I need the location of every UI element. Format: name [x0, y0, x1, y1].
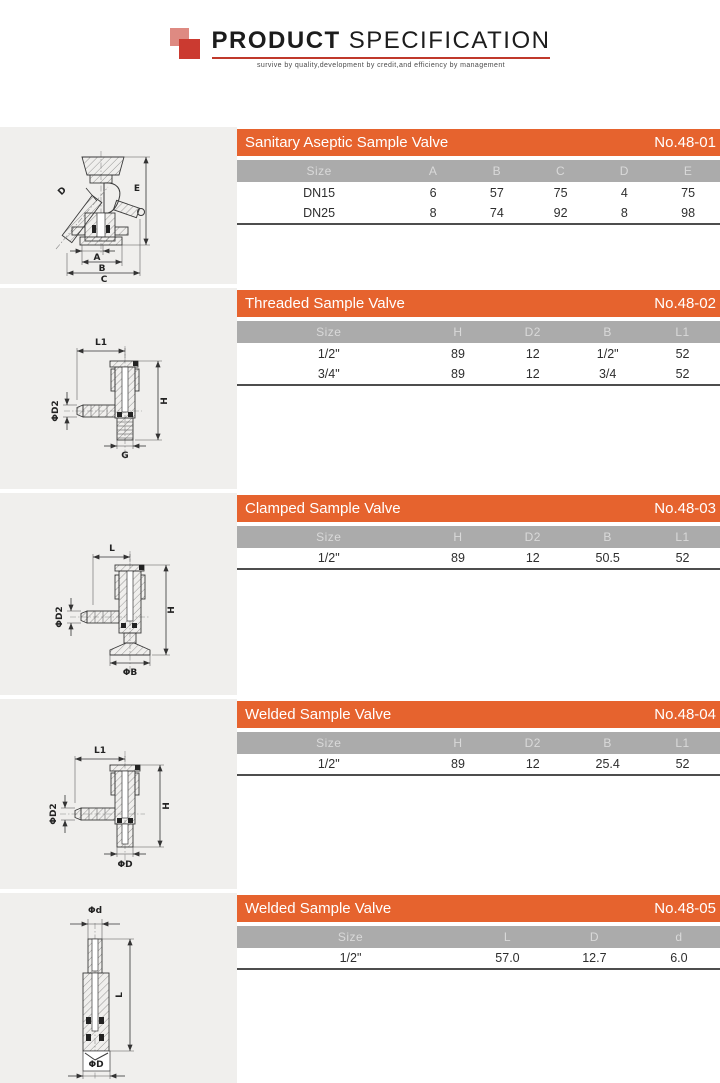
section-number: No.48-05 [654, 900, 716, 917]
table-cell: 98 [656, 203, 720, 224]
table-header-row [237, 160, 720, 182]
dimension-label-a: A [93, 253, 101, 263]
brand-word-product: PRODUCT [211, 27, 341, 54]
section-title: Sanitary Aseptic Sample Valve [245, 134, 449, 151]
table-header-row [237, 526, 720, 548]
table-cell: 1/2" [237, 948, 464, 969]
section-title-bar [237, 129, 720, 156]
dimension-label-g: G [121, 451, 129, 461]
col-header: D2 [495, 526, 570, 548]
table-cell: 4 [592, 182, 656, 203]
table-cell: 52 [645, 364, 720, 385]
table-cell: 75 [656, 182, 720, 203]
table-cell: 12.7 [551, 948, 638, 969]
col-header: Size [237, 732, 421, 754]
section-number: No.48-03 [654, 500, 716, 517]
valve-drawing-welded-small [0, 893, 237, 1083]
col-header: L [464, 926, 551, 948]
section-title: Welded Sample Valve [245, 706, 392, 723]
dimension-label-e: E [133, 184, 140, 194]
drawing-panel-sanitary-aseptic [0, 127, 237, 284]
drawing-panel-threaded [0, 288, 237, 489]
table-cell: 12 [495, 343, 570, 364]
section-title-bar [237, 701, 720, 728]
dimension-label-b: B [98, 264, 106, 274]
section-title: Threaded Sample Valve [245, 295, 405, 312]
col-header: Size [237, 926, 464, 948]
section-number: No.48-01 [654, 134, 716, 151]
brand-word-specification: SPECIFICATION [348, 27, 551, 54]
table-cell: 25.4 [570, 754, 645, 775]
table-cell: DN15 [237, 182, 401, 203]
dimension-label-c: C [100, 275, 108, 284]
col-header: D [551, 926, 638, 948]
dimension-label-h: H [162, 802, 172, 810]
dimension-label-h: H [167, 606, 177, 614]
section-title-bar [237, 290, 720, 317]
dimension-label-phi-b: ΦB [122, 668, 138, 678]
col-header: A [401, 160, 465, 182]
col-header: H [421, 321, 496, 343]
table-row [237, 182, 720, 203]
spec-table-48-04 [237, 732, 720, 776]
table-header-row [237, 321, 720, 343]
brand-title [212, 27, 551, 55]
table-cell: 6.0 [638, 948, 720, 969]
col-header: D2 [495, 321, 570, 343]
spec-table-48-05 [237, 926, 720, 970]
col-header: Size [237, 526, 421, 548]
section-number: No.48-02 [654, 295, 716, 312]
table-row [237, 203, 720, 224]
col-header: d [638, 926, 720, 948]
table-cell: 92 [529, 203, 593, 224]
section-48-01 [0, 127, 720, 284]
table-cell: 8 [401, 203, 465, 224]
logo-squares-icon [170, 28, 204, 66]
section-title-bar [237, 895, 720, 922]
section-title: Welded Sample Valve [245, 900, 392, 917]
col-header: B [465, 160, 529, 182]
table-cell: 52 [645, 754, 720, 775]
section-48-03 [0, 493, 720, 695]
table-cell: 52 [645, 343, 720, 364]
valve-drawing-welded [0, 699, 237, 889]
table-cell: 1/2" [237, 754, 421, 775]
dimension-label-phi-d2: ΦD2 [51, 400, 61, 422]
table-header-row [237, 732, 720, 754]
col-header: Size [237, 321, 421, 343]
table-cell: 57 [465, 182, 529, 203]
table-cell: 57.0 [464, 948, 551, 969]
section-48-04 [0, 699, 720, 889]
section-title-bar [237, 495, 720, 522]
table-row [237, 343, 720, 364]
table-cell: 1/2" [237, 548, 421, 569]
table-cell: 89 [421, 343, 496, 364]
col-header: L1 [645, 321, 720, 343]
dimension-label-h: H [160, 397, 170, 405]
dimension-label-l1: L1 [94, 746, 106, 756]
dimension-label-phi-d-small: Φd [87, 906, 103, 916]
table-cell: 3/4" [237, 364, 421, 385]
valve-drawing-clamped [0, 493, 237, 695]
table-cell: 75 [529, 182, 593, 203]
dimension-label-d: D [56, 185, 69, 198]
dimension-label-phi-d: ΦD [88, 1060, 104, 1070]
dimension-label-l1: L1 [95, 338, 107, 348]
section-number: No.48-04 [654, 706, 716, 723]
col-header: L1 [645, 526, 720, 548]
col-header: L1 [645, 732, 720, 754]
drawing-panel-clamped [0, 493, 237, 695]
drawing-panel-welded-small [0, 893, 237, 1083]
col-header: B [570, 321, 645, 343]
table-cell: 1/2" [237, 343, 421, 364]
header-rule [212, 57, 551, 59]
drawing-panel-welded [0, 699, 237, 889]
col-header: B [570, 732, 645, 754]
page-header [0, 0, 720, 127]
table-cell: 3/4 [570, 364, 645, 385]
valve-drawing-threaded [0, 288, 237, 489]
col-header: E [656, 160, 720, 182]
section-title: Clamped Sample Valve [245, 500, 401, 517]
dimension-label-phi-d2: ΦD2 [55, 606, 65, 628]
table-cell: 89 [421, 548, 496, 569]
spec-table-48-03 [237, 526, 720, 570]
col-header: D [592, 160, 656, 182]
table-cell: 52 [645, 548, 720, 569]
table-row [237, 754, 720, 775]
spec-table-48-01 [237, 160, 720, 225]
section-48-02 [0, 288, 720, 489]
table-cell: 12 [495, 364, 570, 385]
col-header: H [421, 526, 496, 548]
dimension-label-l: L [115, 992, 125, 998]
table-cell: 50.5 [570, 548, 645, 569]
table-cell: 74 [465, 203, 529, 224]
section-48-05 [0, 893, 720, 1083]
table-cell: 12 [495, 754, 570, 775]
table-cell: 6 [401, 182, 465, 203]
table-cell: 1/2" [570, 343, 645, 364]
spec-table-48-02 [237, 321, 720, 386]
dimension-label-phi-d: ΦD [117, 860, 133, 870]
table-cell: 12 [495, 548, 570, 569]
dimension-label-phi-d2: ΦD2 [49, 803, 59, 825]
col-header: B [570, 526, 645, 548]
col-header: D2 [495, 732, 570, 754]
table-cell: DN25 [237, 203, 401, 224]
table-row [237, 364, 720, 385]
table-cell: 89 [421, 364, 496, 385]
table-cell: 89 [421, 754, 496, 775]
col-header: Size [237, 160, 401, 182]
valve-drawing-sanitary-aseptic [0, 127, 237, 284]
col-header: C [529, 160, 593, 182]
header-tagline: survive by quality,development by credit,and efficiency by management [257, 62, 505, 69]
dimension-label-l: L [109, 544, 115, 554]
table-header-row [237, 926, 720, 948]
table-cell: 8 [592, 203, 656, 224]
table-row [237, 548, 720, 569]
table-row [237, 948, 720, 969]
col-header: H [421, 732, 496, 754]
